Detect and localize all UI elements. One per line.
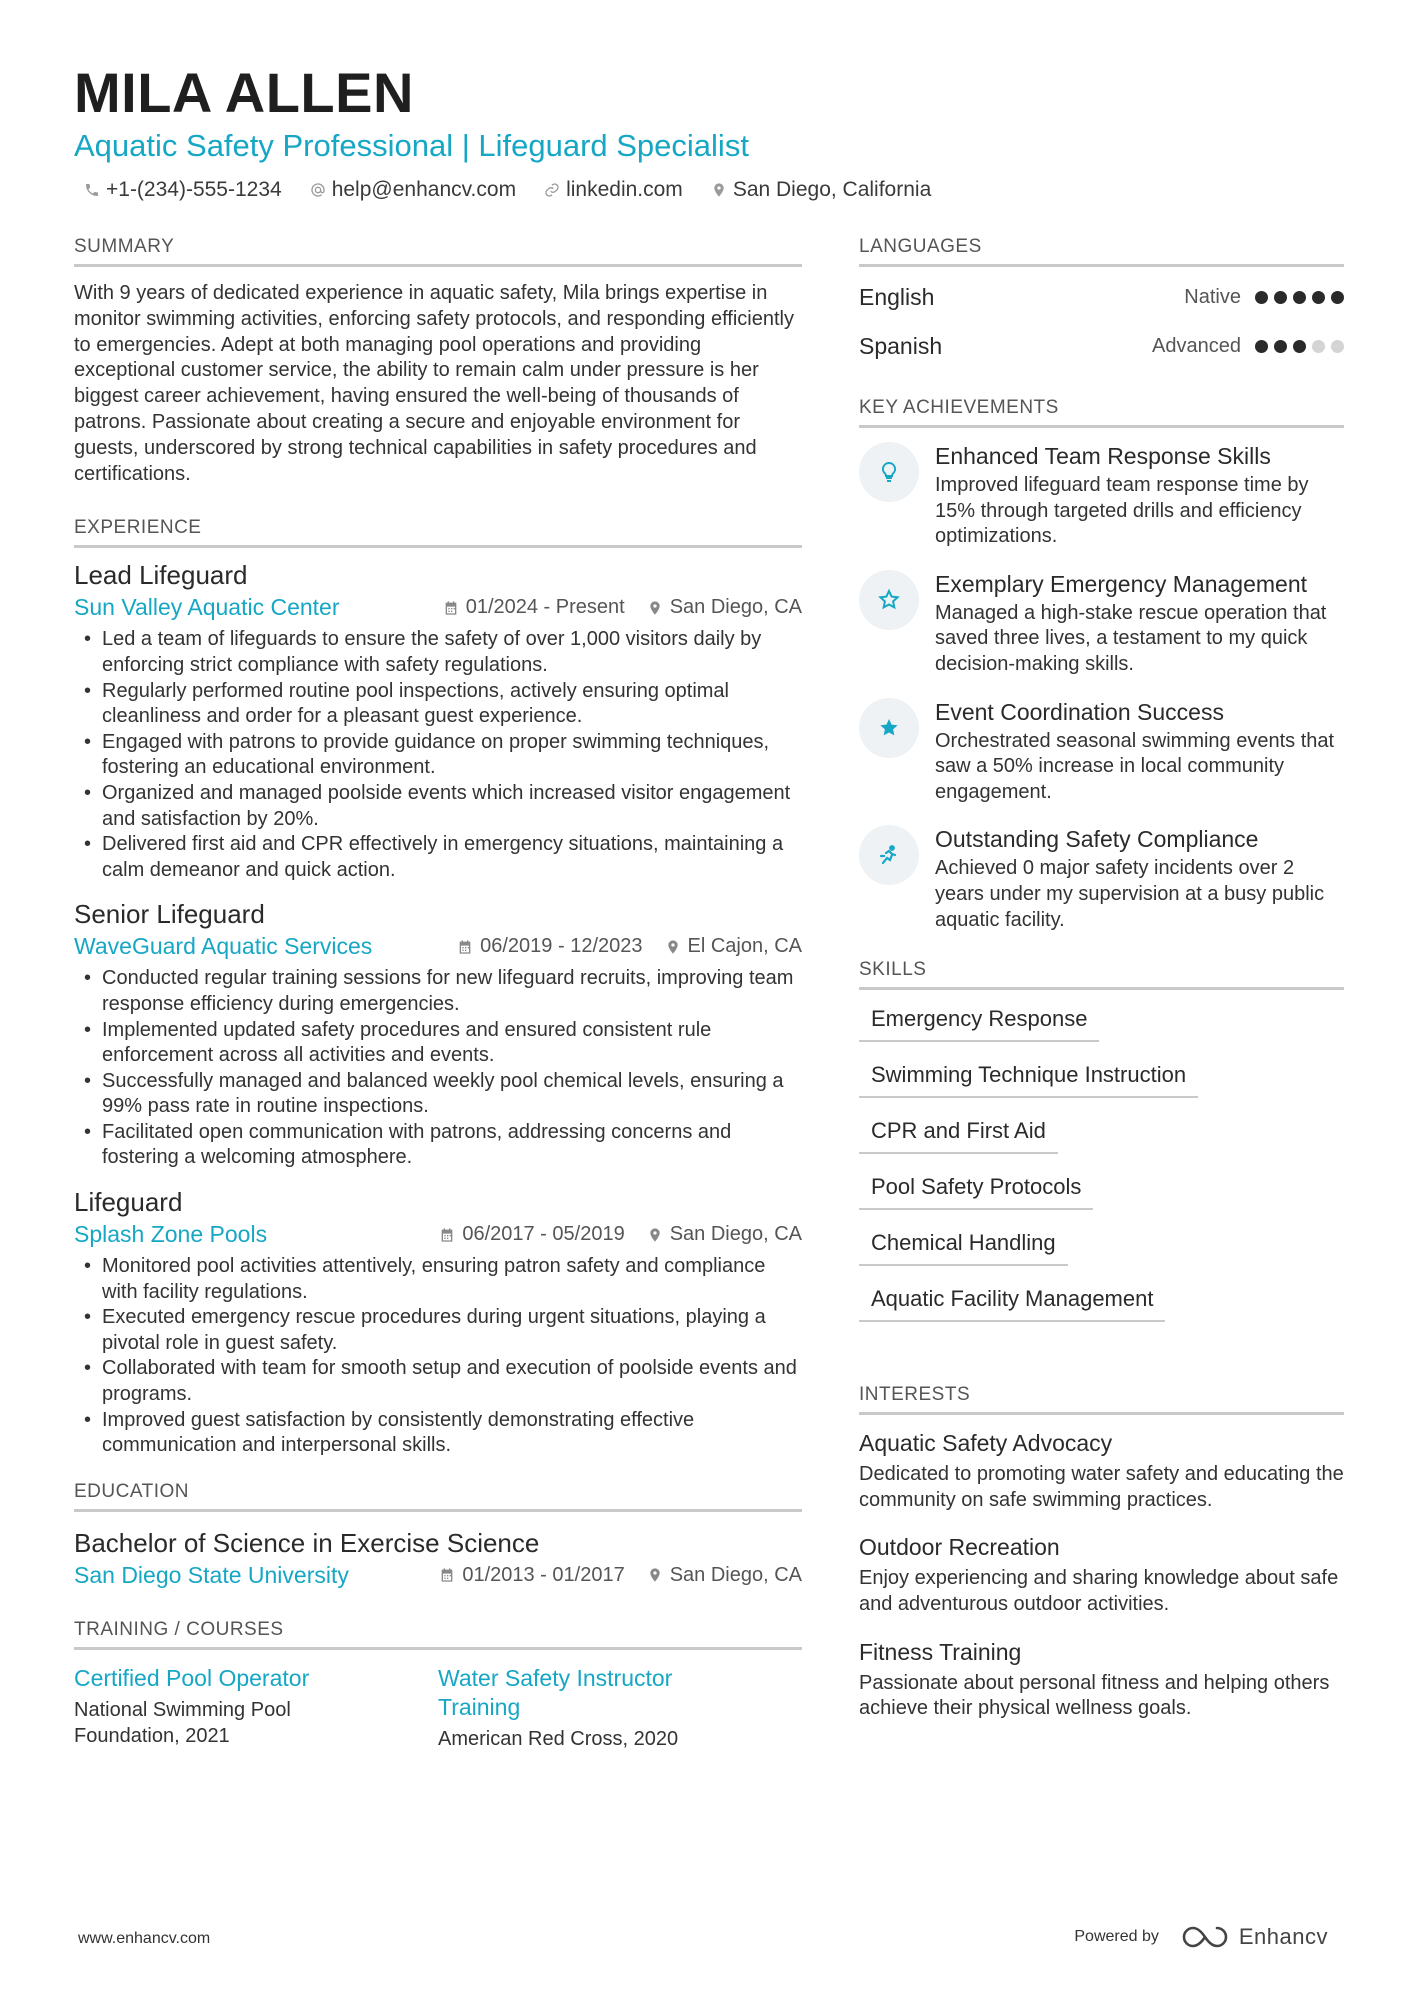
job-location-text: San Diego, CA bbox=[669, 1223, 802, 1246]
summary-section bbox=[74, 236, 802, 487]
proficiency-dot bbox=[1293, 291, 1306, 304]
job-bullet: • Monitored pool activities attentively, ensuring patron safety and compliance with facility regulations. bbox=[74, 1254, 802, 1305]
job-bullet: • Implemented updated safety procedures and ensured consistent rule enforcement across all activities and events. bbox=[74, 1018, 802, 1069]
achievement-body bbox=[935, 570, 1344, 678]
interest-desc: Enjoy experiencing and sharing knowledge about safe and adventurous outdoor activities. bbox=[859, 1567, 1339, 1615]
job-dates bbox=[439, 1223, 624, 1246]
job-bullet: • Organized and managed poolside events which increased visitor engagement and satisfaction by 20%. bbox=[74, 781, 802, 832]
course-title: Water Safety Instructor Training bbox=[438, 1664, 673, 1720]
achievement-title: Outstanding Safety Compliance bbox=[935, 826, 1259, 853]
job-bullet: • Improved guest satisfaction by consistently demonstrating effective communication and interpersonal skills. bbox=[74, 1408, 802, 1459]
link-icon bbox=[544, 182, 560, 198]
skill-tag: Pool Safety Protocols bbox=[859, 1168, 1093, 1210]
languages-heading: LANGUAGES bbox=[859, 236, 1344, 267]
email-text: help@enhancv.com bbox=[331, 178, 517, 201]
job-bullet: • Engaged with patrons to provide guidance on proper swimming techniques, fostering an educational environment. bbox=[74, 730, 802, 781]
job-location bbox=[665, 935, 803, 958]
right-column bbox=[859, 236, 1344, 1752]
language-item bbox=[859, 322, 1344, 371]
footer-website[interactable]: www.enhancv.com bbox=[78, 1930, 211, 1947]
achievement-desc: Orchestrated seasonal swimming events that saw a 50% increase in local community engagement. bbox=[935, 729, 1335, 803]
interest-title: Fitness Training bbox=[859, 1638, 1022, 1665]
education-meta bbox=[74, 1562, 802, 1589]
candidate-name: MILA ALLEN bbox=[74, 61, 414, 124]
interest-desc: Passionate about personal fitness and helping others achieve their physical wellness goals. bbox=[859, 1671, 1330, 1720]
achievement-title: Exemplary Emergency Management bbox=[935, 570, 1307, 597]
education-dates bbox=[439, 1564, 624, 1587]
skill-tag: Aquatic Facility Management bbox=[859, 1280, 1165, 1322]
job-company: WaveGuard Aquatic Services bbox=[74, 933, 373, 960]
contact-location bbox=[711, 178, 931, 202]
summary-heading: SUMMARY bbox=[74, 236, 802, 267]
phone-text: +1-(234)-555-1234 bbox=[106, 178, 282, 201]
achievement-icon-badge bbox=[859, 442, 919, 502]
location-pin-icon bbox=[665, 939, 681, 955]
proficiency-dot bbox=[1255, 340, 1268, 353]
skills-section bbox=[859, 959, 1344, 1336]
skill-list bbox=[859, 1000, 1344, 1336]
job-bullets bbox=[74, 966, 802, 1171]
achievement-icon-badge bbox=[859, 825, 919, 885]
brand-name: Enhancv bbox=[1238, 1924, 1328, 1949]
proficiency-dot bbox=[1274, 340, 1287, 353]
calendar-icon bbox=[443, 600, 459, 616]
achievement-title: Event Coordination Success bbox=[935, 698, 1224, 725]
interest-item bbox=[859, 1533, 1344, 1617]
proficiency-dot bbox=[1331, 291, 1344, 304]
contact-bar bbox=[84, 178, 1344, 202]
training-list bbox=[74, 1664, 802, 1752]
achievement-body bbox=[935, 825, 1344, 933]
course-org: American Red Cross, 2020 bbox=[438, 1727, 679, 1750]
job-entry bbox=[74, 1185, 802, 1459]
job-location-text: San Diego, CA bbox=[669, 596, 802, 619]
job-dates-text: 06/2019 - 12/2023 bbox=[480, 935, 643, 958]
left-column bbox=[74, 236, 802, 1782]
job-location-text: El Cajon, CA bbox=[687, 935, 802, 958]
proficiency-dot bbox=[1312, 340, 1325, 353]
job-bullet: • Collaborated with team for smooth setup and execution of poolside events and programs. bbox=[74, 1356, 802, 1407]
footer-branding bbox=[1074, 1924, 1328, 1950]
language-dots bbox=[1255, 291, 1344, 304]
language-name: Spanish bbox=[859, 333, 943, 359]
achievement-body bbox=[935, 698, 1344, 806]
job-meta-details bbox=[439, 1223, 802, 1246]
language-item bbox=[859, 273, 1344, 322]
linkedin-text: linkedin.com bbox=[566, 178, 683, 201]
achievement-icon-badge bbox=[859, 698, 919, 758]
achievement-item bbox=[859, 570, 1344, 678]
course-item bbox=[74, 1664, 438, 1752]
language-proficiency bbox=[1184, 286, 1344, 309]
job-dates-text: 06/2017 - 05/2019 bbox=[462, 1223, 625, 1246]
summary-text: With 9 years of dedicated experience in aquatic safety, Mila brings expertise in monitor swimming activities, enforcing safety protocols, and responding efficiently to emergencies. Adept at both managing pool operations and providing exceptional customer service, the ability to remain calm under pressure is her biggest career achievement, having ensured the well-being of thousands of patrons. Passionate about creating a secure and enjoyable environment for guests, underscored by strong technical capabilities in safety procedures and certifications. bbox=[74, 282, 794, 485]
training-section bbox=[74, 1619, 802, 1752]
calendar-icon bbox=[457, 939, 473, 955]
job-bullet: • Led a team of lifeguards to ensure the safety of over 1,000 visitors daily by enforcing strict compliance with safety regulations. bbox=[74, 627, 802, 678]
skill-tag: Chemical Handling bbox=[859, 1224, 1068, 1266]
experience-section bbox=[74, 517, 802, 1458]
job-meta bbox=[74, 1221, 802, 1248]
job-bullet: • Executed emergency rescue procedures during urgent situations, playing a pivotal role in guest safety. bbox=[74, 1305, 802, 1356]
achievement-body bbox=[935, 442, 1344, 550]
job-bullets bbox=[74, 1254, 802, 1459]
job-bullet: • Successfully managed and balanced weekly pool chemical levels, ensuring a 99% pass rate in routine inspections. bbox=[74, 1069, 802, 1120]
location-pin-icon bbox=[647, 1567, 663, 1583]
job-entry bbox=[74, 897, 802, 1171]
lightbulb-icon bbox=[877, 460, 901, 484]
job-location bbox=[647, 1223, 802, 1246]
proficiency-dot bbox=[1312, 291, 1325, 304]
education-location bbox=[647, 1564, 802, 1587]
achievement-desc: Improved lifeguard team response time by 15% through targeted drills and efficiency optimizations. bbox=[935, 474, 1309, 548]
course-org: National Swimming Pool Foundation, 2021 bbox=[74, 1698, 291, 1747]
proficiency-dot bbox=[1331, 340, 1344, 353]
education-dates-text: 01/2013 - 01/2017 bbox=[462, 1563, 625, 1586]
proficiency-dot bbox=[1293, 340, 1306, 353]
job-entry bbox=[74, 558, 802, 883]
job-bullets bbox=[74, 627, 802, 883]
language-level-text: Advanced bbox=[1152, 335, 1241, 357]
language-level-text: Native bbox=[1184, 286, 1241, 308]
languages-section bbox=[859, 236, 1344, 371]
interests-section bbox=[859, 1384, 1344, 1722]
interest-item bbox=[859, 1638, 1344, 1722]
interest-item bbox=[859, 1429, 1344, 1513]
candidate-headline: Aquatic Safety Professional | Lifeguard Specialist bbox=[74, 128, 749, 163]
interests-heading: INTERESTS bbox=[859, 1384, 1344, 1415]
job-dates bbox=[457, 935, 642, 958]
achievement-item bbox=[859, 698, 1344, 806]
proficiency-dot bbox=[1274, 291, 1287, 304]
achievements-heading: KEY ACHIEVEMENTS bbox=[859, 397, 1344, 428]
job-company: Sun Valley Aquatic Center bbox=[74, 594, 340, 621]
job-dates-text: 01/2024 - Present bbox=[465, 596, 625, 619]
skill-tag: Swimming Technique Instruction bbox=[859, 1056, 1198, 1098]
location-pin-icon bbox=[647, 1227, 663, 1243]
education-heading: EDUCATION bbox=[74, 1481, 802, 1512]
interest-desc: Dedicated to promoting water safety and educating the community on safe swimming practices. bbox=[859, 1463, 1344, 1511]
star-icon bbox=[877, 716, 901, 740]
contact-email[interactable] bbox=[310, 178, 516, 202]
at-icon bbox=[310, 182, 326, 198]
job-bullet: • Facilitated open communication with patrons, addressing concerns and fostering a welcoming atmosphere. bbox=[74, 1120, 802, 1171]
training-heading: TRAINING / COURSES bbox=[74, 1619, 802, 1650]
calendar-icon bbox=[439, 1567, 455, 1583]
achievement-icon-badge bbox=[859, 570, 919, 630]
education-location-text: San Diego, CA bbox=[669, 1563, 802, 1586]
interest-title: Outdoor Recreation bbox=[859, 1534, 1060, 1561]
calendar-icon bbox=[439, 1227, 455, 1243]
course-title: Certified Pool Operator bbox=[74, 1664, 310, 1691]
achievement-desc: Achieved 0 major safety incidents over 2 years under my supervision at a busy public aquatic facility. bbox=[935, 857, 1325, 931]
interest-title: Aquatic Safety Advocacy bbox=[859, 1430, 1113, 1457]
achievements-section bbox=[859, 397, 1344, 933]
job-title: Senior Lifeguard bbox=[74, 899, 265, 930]
job-bullet: • Regularly performed routine pool inspections, actively ensuring optimal cleanliness and order for a pleasant guest experience. bbox=[74, 679, 802, 730]
course-item bbox=[438, 1664, 802, 1752]
job-meta bbox=[74, 933, 802, 960]
location-pin-icon bbox=[647, 600, 663, 616]
contact-linkedin[interactable] bbox=[544, 178, 683, 202]
skill-tag: CPR and First Aid bbox=[859, 1112, 1058, 1154]
skill-tag: Emergency Response bbox=[859, 1000, 1099, 1042]
education-degree: Bachelor of Science in Exercise Science bbox=[74, 1527, 540, 1558]
phone-icon bbox=[84, 182, 100, 198]
job-meta-details bbox=[457, 935, 802, 958]
job-meta-details bbox=[443, 596, 802, 619]
education-meta-details bbox=[439, 1564, 802, 1587]
location-text: San Diego, California bbox=[732, 178, 932, 201]
job-dates bbox=[443, 596, 625, 619]
resume-header bbox=[74, 62, 1344, 202]
experience-heading: EXPERIENCE bbox=[74, 517, 802, 548]
contact-phone[interactable] bbox=[84, 178, 282, 202]
language-proficiency bbox=[1152, 335, 1344, 358]
achievement-desc: Managed a high-stake rescue operation that saved three lives, a testament to my quick decision-making skills. bbox=[935, 601, 1327, 675]
star-outline-icon bbox=[877, 588, 901, 612]
achievement-item bbox=[859, 825, 1344, 933]
job-location bbox=[647, 596, 802, 619]
job-title: Lifeguard bbox=[74, 1187, 183, 1218]
skills-heading: SKILLS bbox=[859, 959, 1344, 990]
language-name: English bbox=[859, 284, 935, 310]
job-company: Splash Zone Pools bbox=[74, 1221, 268, 1248]
powered-by-text: Powered by bbox=[1074, 1928, 1159, 1945]
education-school: San Diego State University bbox=[74, 1561, 349, 1588]
proficiency-dot bbox=[1255, 291, 1268, 304]
language-dots bbox=[1255, 340, 1344, 353]
infinity-logo-icon bbox=[1181, 1924, 1229, 1950]
achievement-title: Enhanced Team Response Skills bbox=[935, 443, 1271, 469]
job-meta bbox=[74, 594, 802, 621]
job-bullet: • Delivered first aid and CPR effectively in emergency situations, maintaining a calm demeanor and quick action. bbox=[74, 832, 802, 883]
job-bullet: • Conducted regular training sessions for new lifeguard recruits, improving team response efficiency during emergencies. bbox=[74, 966, 802, 1017]
achievement-item bbox=[859, 442, 1344, 550]
job-title: Lead Lifeguard bbox=[74, 560, 248, 591]
education-section bbox=[74, 1481, 802, 1589]
brand-logo[interactable] bbox=[1181, 1924, 1328, 1950]
location-pin-icon bbox=[711, 182, 727, 198]
running-icon bbox=[877, 843, 901, 867]
